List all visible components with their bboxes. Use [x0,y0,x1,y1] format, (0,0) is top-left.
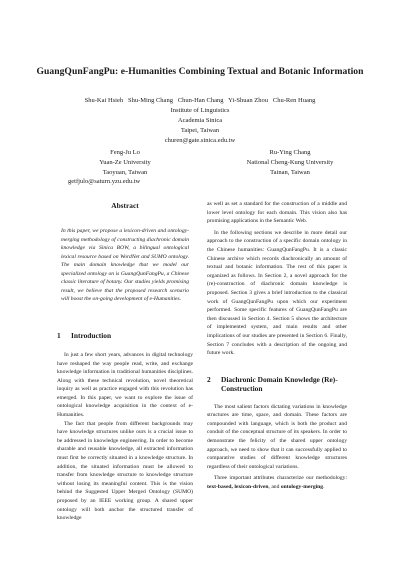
paragraph: In just a few short years, advances in digital technology have reshaped the way people read, write, and exchange knowledge information in traditional humanities disciplines. Along with these technical revolution, novel theoretical inquiry as well as practice engaged with this revolution has emerged. In this paper, we want to explore the issue of ontological knowledge acquisition in the context of e-Humanities. [57,351,193,419]
author-email: churen@gate.sinica.edu.tw [164,137,236,145]
section-number: 2 [207,374,211,384]
left-column [57,200,193,523]
authors-line: Shu-Kai Hsieh Shu-Ming Chang Chun-Han Chang Yi-Shuan Zhou Chu-Ren Huang [84,97,316,104]
paragraph: In the following sections we describe in more detail our approach to the construction of a specific domain ontology in the Chinese humanities: GuangQunFangPu. It is a classic Chinese archive which records diachronically an amount of textual and botanic information. The rest of this paper is organized as follows. In Section 2, a novel approach for the (re)-construction of diachronic domain knowledge is proposed. Section 3 gives a brief introduction to the classical work of GuangQunFangPu upon which our experiment performed. Some specific features of GuangQunFangPu are then discussed in Section 4. Section 5 shows the architecture of implemented system, and main results and other implications of our studies are presented in Section 6. Finally, Section 7 concludes with a description of the ongoing and future work. [207,229,347,357]
abstract-heading: Abstract [111,201,139,210]
affiliation-line: Academia Sinica [177,117,223,125]
section-title: Diachronic Domain Knowledge (Re)-Construction [221,374,338,393]
section-heading [57,331,193,340]
right-column [207,200,347,492]
paragraph: as well as set a standard for the construction of a middle and lower level ontology for each domain. This vision also has promising applications in the Semantic Web. [207,201,347,225]
key-term: ontology-merging [280,484,324,491]
affiliation-line: Taoyuan, Taiwan [102,169,148,177]
affiliation-line: Tainan, Taiwan [270,169,310,177]
text-run: , and [268,484,281,491]
author-name: Feng-Ju Lo [110,149,140,156]
abstract-text: In this paper, we propose a lexicon-driven and ontology-merging methodology of constructing diachronic domain knowledge via Sinica BOW, a bilingual ontological lexical resource based on WordNet and SUMO ontology. The main domain knowledge that we model our specialized ontology on is GuangQunFangPu, a Chinese classic literature of botany. Our studies yields promising result, we believe that the proposed research scenario will boost the on-going development of e-Humanities. [61,228,189,303]
paper-title: GuangQunFangPu: e-Humanities Combining Textual and Botanic Information [36,66,364,77]
affiliation-line: Institute of Linguistics [170,107,230,115]
text-run: . [323,484,325,491]
key-term: text-based, lexicon-driven [207,484,269,491]
paragraph: The fact that people from different backgrounds may have knowledge structures unlike ours is a crucial issue to be addressed in knowledge engineering. In order to become sharable and reusable knowledge, all extracted information must first be correctly situated in a knowledge structure. In addition, the situated information must be allowed to transfer from knowledge structure to knowledge structure without losing its meaningful content. This is the vision behind the Suggested Upper Merged Ontology (SUMO) proposed by an IEEE working group. A shared upper ontology will both anchor the structured transfer of knowledge [57,420,193,522]
author-email: getfjulo@saturn.yzu.edu.tw [68,178,141,185]
affiliation-line: Yuan-Ze University [99,159,151,167]
paragraph: The most salient factors dictating variations in knowledge structures are time, space, and domain. These factors are compounded with language, which is both the product and conduit of the conceptual structure of its speakers. In order to demonstrate the felicity of the shared upper ontology approach, we need to show that it can successfully applied to comparative studies of different knowledge structures regardless of their ontological variations. [207,403,347,470]
author-left-block [55,148,195,178]
text-run: Three important attributes characterize our methodology: [214,475,347,482]
author-name: Ru-Ying Chang [269,149,311,156]
section-number: 1 [57,330,61,340]
affiliation-line: National Cheng-Kung University [246,159,334,167]
affiliation-line: Taipei, Taiwan [180,127,220,135]
author-right-block [220,148,360,178]
main-author-block [0,96,400,146]
section-title: Introduction [71,330,112,340]
paragraph [207,474,347,491]
section-heading [207,375,347,393]
